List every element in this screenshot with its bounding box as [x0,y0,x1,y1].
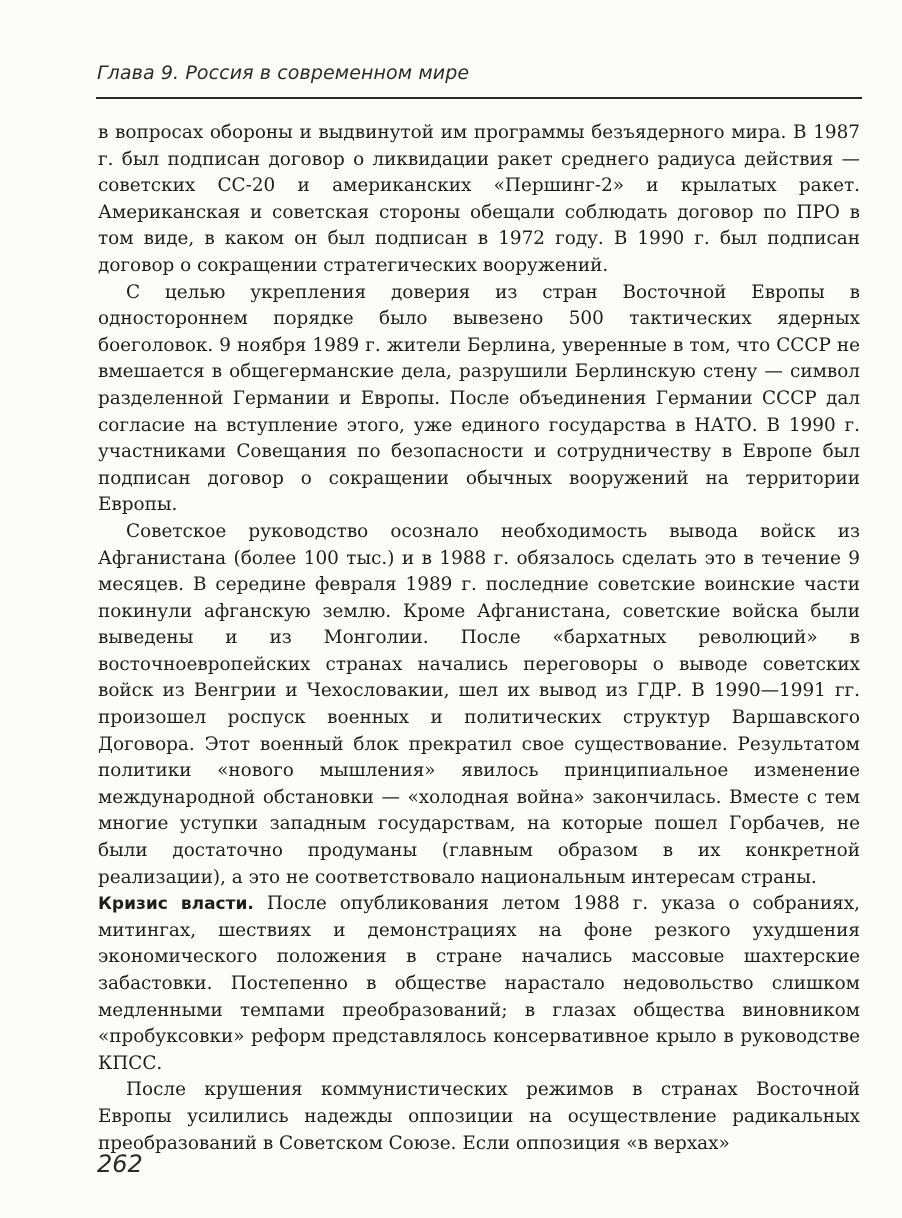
paragraph-1: в вопросах обороны и выдвинутой им программы безъядерного мира. В 1987 г. был подписан договор о ликвидации ракет среднего радиуса действия — советских СС-20 и американских «Першинг-2» и крылатых ракет. Американская и советская стороны обещали соблюдать договор по ПРО в том виде, в каком он был подписан в 1972 году. В 1990 г. был подписан договор о сокращении стратегических вооружений. [98,122,860,276]
section-title: Кризис власти. [98,894,254,915]
paragraph-4 [98,891,860,1077]
page-number: 262 [97,1150,143,1178]
paragraph-3: Советское руководство осознало необходимость вывода войск из Афганистана (более 100 тыс.) и в 1988 г. обязалось сделать это в течение 9 месяцев. В середине февраля 1989 г. последние советские воинские части покинули афганскую землю. Кроме Афганистана, советские войска были выведены и из Монголии. После «бархатных революций» в восточноевропейских странах начались переговоры о выводе советских войск из Венгрии и Чехословакии, шел их вывод из ГДР. В 1990—1991 гг. произошел роспуск военных и политических структур Варшавского Договора. Этот военный блок прекратил свое существование. Результатом политики «нового мышления» явилось принципиальное изменение международной обстановки — «холодная война» закончилась. Вместе с тем многие уступки западным государствам, на которые пошел Горбачев, не были достаточно продуманы (главным образом в их конкретной реализации), а это не соответствовало национальным интересам страны. [98,520,860,888]
body-text [98,120,860,1157]
paragraph-2: С целью укрепления доверия из стран Восточной Европы в одностороннем порядке было вывезено 500 тактических ядерных боеголовок. 9 ноября 1989 г. жители Берлина, уверенные в том, что СССР не вмешается в общегерманские дела, разрушили Берлинскую стену — символ разделенной Германии и Европы. После объединения Германии СССР дал согласие на вступление этого, уже единого государства в НАТО. В 1990 г. участниками Совещания по безопасности и сотрудничеству в Европе был подписан договор о сокращении обычных вооружений на территории Европы. [98,281,860,516]
paragraph-5: После крушения коммунистических режимов в странах Восточной Европы усилились надежды оппозиции на осуществление радикальных преобразований в Советском Союзе. Если оппозиция «в верхах» [98,1079,860,1154]
paragraph-4-text: После опубликования летом 1988 г. указа о собраниях, митингах, шествиях и демонстрациях на фоне резкого ухудшения экономического положения в стране начались массовые шахтерские забастовки. Постепенно в обществе нарастало недовольство слишком медленными темпами преобразований; в глазах общества виновником «пробуксовки» реформ представлялось консервативное крыло в руководстве КПСС. [98,893,861,1074]
running-head: Глава 9. Россия в современном мире [97,62,470,84]
header-rule [96,97,862,99]
